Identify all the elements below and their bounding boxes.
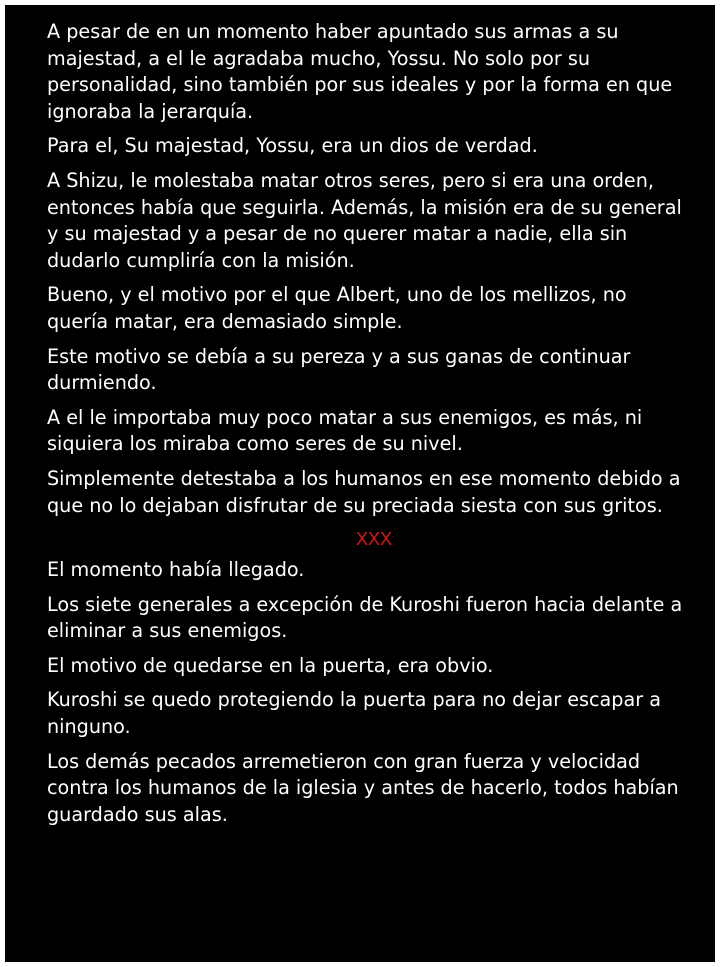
paragraph: Para el, Su majestad, Yossu, era un dios de verdad. — [47, 134, 538, 158]
paragraph: El momento había llegado. — [47, 558, 305, 582]
paragraph: Simplemente detestaba a los humanos en ese momento debido a que no lo dejaban disfrutar de su preciada siesta con sus gritos. — [47, 466, 681, 517]
paragraph: Bueno, y el motivo por el que Albert, uno de los mellizos, no quería matar, era demasiado simple. — [47, 283, 627, 333]
scene-separator: XXX — [355, 529, 393, 550]
paragraph: A pesar de en un momento haber apuntado sus armas a su majestad, a el le agradaba mucho, Yossu. No solo por su personalidad, sino también por sus ideales y por la forma en que ignoraba la jerarquía. — [47, 20, 673, 123]
paragraph: Este motivo se debía a su pereza y a sus ganas de continuar durmiendo. — [47, 344, 631, 395]
paragraph: El motivo de quedarse en la puerta, era obvio. — [47, 653, 494, 677]
paragraph: Los demás pecados arremetieron con gran fuerza y velocidad contra los humanos de la iglesia y antes de hacerlo, todos habían guardado sus alas. — [47, 749, 679, 826]
paragraph: Los siete generales a excepción de Kuroshi fueron hacia delante a eliminar a sus enemigos. — [47, 592, 683, 643]
story-page — [5, 5, 715, 962]
paragraph: A el le importaba muy poco matar a sus enemigos, es más, ni siquiera los miraba como seres de su nivel. — [47, 405, 643, 456]
paragraph: A Shizu, le molestaba matar otros seres, pero si era una orden, entonces había que seguirla. Además, la misión era de su general y su majestad y a pesar de no querer matar a nadie, ella sin dudarlo cumpliría con la misión. — [47, 168, 682, 272]
paragraph: Kuroshi se quedo protegiendo la puerta para no dejar escapar a ninguno. — [47, 688, 661, 739]
